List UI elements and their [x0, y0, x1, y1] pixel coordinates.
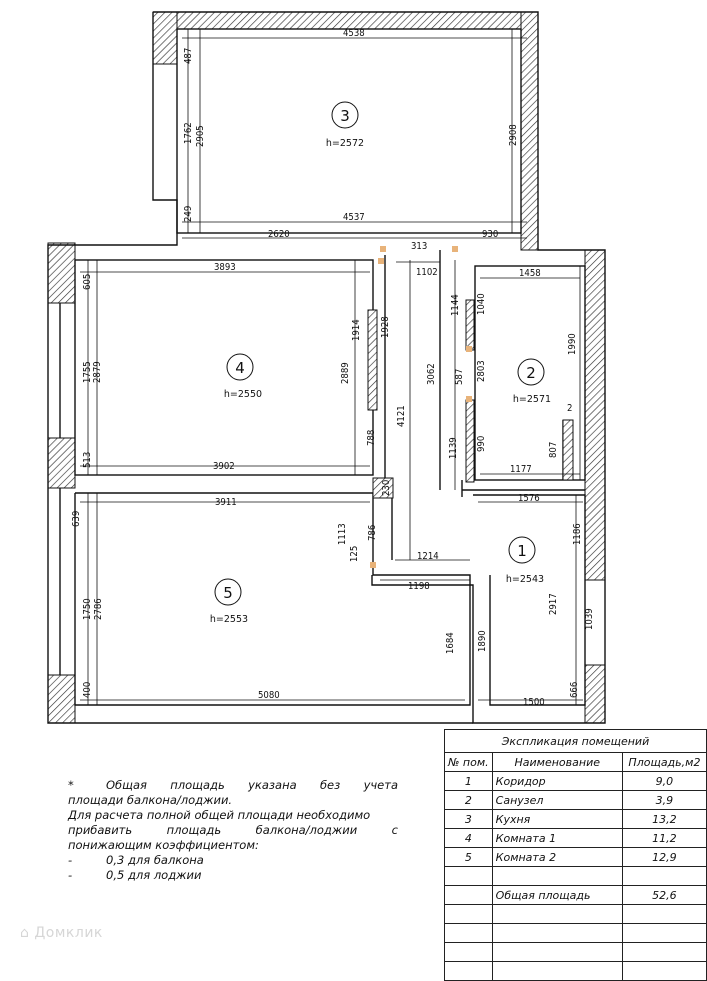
room-area-cell: 3,9	[622, 791, 706, 810]
room-area-cell: 12,9	[622, 848, 706, 867]
room-name-cell: Санузел	[492, 791, 622, 810]
dim-label: 1186	[572, 523, 583, 545]
total-row	[445, 886, 707, 905]
dim-label: 1144	[450, 294, 461, 316]
dim-label: 1500	[523, 697, 545, 708]
dim-label: 313	[411, 241, 428, 252]
house-icon: ⌂	[20, 925, 30, 941]
room-number: 4	[235, 359, 245, 377]
dim-label: 1576	[518, 493, 540, 504]
dim-label: 1198	[408, 581, 430, 592]
dim-label: 3062	[426, 363, 437, 385]
dim-label: 249	[183, 205, 194, 222]
dim-label: 4538	[343, 28, 365, 39]
room-2	[513, 359, 551, 405]
dim-label: 2889	[340, 362, 351, 384]
table-row	[445, 905, 707, 924]
note-item: 0,5 для лоджии	[106, 868, 202, 882]
room-number: 2	[526, 364, 536, 382]
col-header: Площадь,м2	[622, 753, 706, 772]
dim-label: 2905	[195, 125, 206, 147]
table-header-row	[445, 753, 707, 772]
table-row	[445, 791, 707, 810]
dim-label: 587	[454, 368, 465, 385]
area-notes	[68, 778, 398, 883]
table-row	[445, 829, 707, 848]
dim-label: 1762	[183, 122, 194, 144]
room-number-cell: 3	[445, 810, 493, 829]
table-row	[445, 867, 707, 886]
dim-label: 1684	[445, 632, 456, 654]
dimension-labels	[213, 28, 545, 708]
total-label: Общая площадь	[492, 886, 622, 905]
dim-label: 1914	[351, 319, 362, 341]
dim-label: 513	[82, 451, 93, 468]
room-area-cell: 9,0	[622, 772, 706, 791]
note-line: площади балкона/лоджии.	[68, 793, 233, 807]
table-caption: Экспликация помещений	[445, 730, 707, 753]
col-header: № пом.	[445, 753, 493, 772]
list-dash: -	[68, 868, 73, 882]
dim-label: 487	[183, 47, 194, 64]
dim-label: 2908	[508, 124, 519, 146]
dim-label: 639	[71, 510, 82, 527]
table-row	[445, 848, 707, 867]
dim-label: 400	[82, 681, 93, 698]
dim-label: 1458	[519, 268, 541, 279]
note-line: Для расчета полной общей площади необходимо	[68, 808, 371, 822]
room-height: h=2553	[209, 614, 249, 625]
table-row	[445, 943, 707, 962]
note-line: понижающим коэффициентом:	[68, 838, 259, 852]
dim-label: 5080	[258, 690, 280, 701]
room-name-cell: Комната 2	[492, 848, 622, 867]
room-number-cell: 5	[445, 848, 493, 867]
dim-label: 1214	[417, 551, 439, 562]
dim-label: 1750	[82, 598, 93, 620]
dim-label: 1139	[448, 437, 459, 459]
room-height: h=2571	[512, 394, 552, 405]
watermark-text: Домклик	[34, 925, 103, 941]
room-number-cell: 1	[445, 772, 493, 791]
room-name-cell: Коридор	[492, 772, 622, 791]
dim-label: 1102	[416, 267, 438, 278]
room-number: 3	[340, 107, 350, 125]
dim-label: 3893	[214, 262, 236, 273]
table-row	[445, 810, 707, 829]
table-row	[445, 924, 707, 943]
table-row	[445, 962, 707, 981]
room-number-cell: 4	[445, 829, 493, 848]
total-value: 52,6	[622, 886, 706, 905]
room-height: h=2572	[325, 138, 365, 149]
dim-label: 2917	[548, 593, 559, 615]
watermark-logo	[20, 925, 103, 941]
note-asterisk: *	[68, 778, 74, 792]
dim-label: 1755	[82, 361, 93, 383]
dim-label: 1990	[567, 333, 578, 355]
dim-label: 125	[349, 545, 360, 562]
dim-label: 930	[482, 229, 499, 240]
room-number: 1	[517, 542, 527, 560]
dim-label: 1113	[337, 523, 348, 545]
dim-label: 2786	[93, 598, 104, 620]
dim-label: 230	[381, 479, 392, 496]
room-height: h=2550	[223, 389, 263, 400]
dim-label: 3911	[215, 497, 237, 508]
table-row	[445, 772, 707, 791]
dim-label: 2	[567, 403, 573, 414]
list-dash: -	[68, 853, 73, 867]
room-5	[210, 579, 248, 625]
dim-label: 4537	[343, 212, 365, 223]
dim-label: 788	[366, 429, 377, 446]
col-header: Наименование	[492, 753, 622, 772]
room-name-cell: Кухня	[492, 810, 622, 829]
room-height: h=2543	[505, 574, 545, 585]
dim-label: 666	[569, 681, 580, 698]
room-area-cell: 11,2	[622, 829, 706, 848]
room-area-cell: 13,2	[622, 810, 706, 829]
room-number: 5	[223, 584, 233, 602]
dim-label: 786	[367, 524, 378, 541]
room-4	[224, 354, 262, 400]
dim-label: 1890	[477, 630, 488, 652]
dim-label: 3902	[213, 461, 235, 472]
room-3	[326, 102, 364, 149]
note-line: Общая площадь указана без учета	[106, 778, 398, 792]
dim-label: 605	[82, 273, 93, 290]
room-1	[506, 537, 544, 585]
note-item: 0,3 для балкона	[106, 853, 204, 867]
dim-label: 990	[476, 435, 487, 452]
room-name-cell: Комната 1	[492, 829, 622, 848]
dim-label: 1039	[584, 608, 595, 630]
dim-label: 2803	[476, 360, 487, 382]
dim-label: 807	[548, 441, 559, 458]
explication-table	[444, 729, 707, 960]
dim-label: 4121	[396, 405, 407, 427]
dim-label: 1928	[380, 316, 391, 338]
dim-label: 1177	[510, 464, 532, 475]
dim-label: 2879	[92, 361, 103, 383]
note-line: прибавить площадь балкона/лоджии с	[68, 823, 398, 837]
dim-label: 1040	[476, 293, 487, 315]
wall-outlines	[48, 12, 605, 723]
room-number-cell: 2	[445, 791, 493, 810]
dim-label: 2620	[268, 229, 290, 240]
